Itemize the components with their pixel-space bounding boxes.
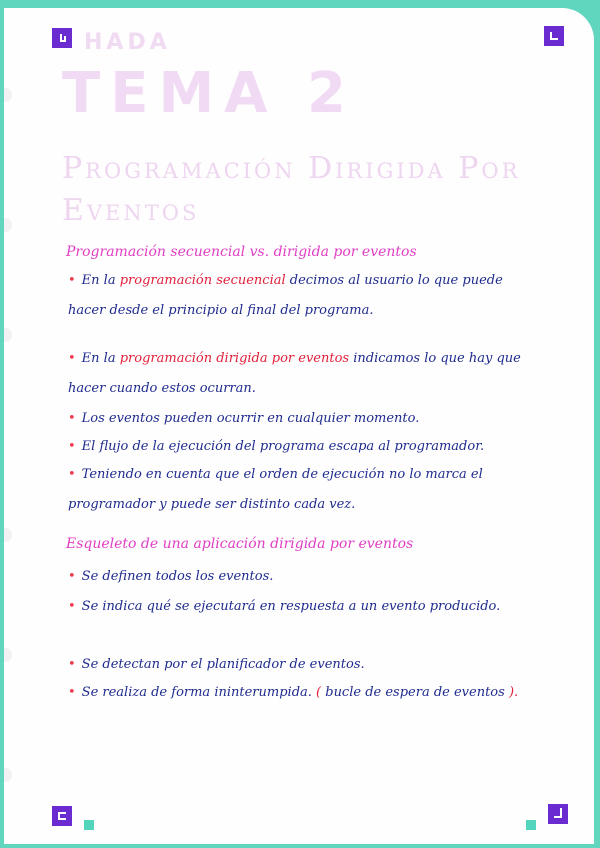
list-item: • En la programación dirigida por eventos indicamos lo que hay que hacer cuando estos ocurran.	[68, 351, 521, 396]
corner-marker-top-right-icon	[544, 26, 564, 46]
bullet-icon: •	[68, 439, 76, 454]
bullet-icon: •	[68, 273, 76, 288]
corner-marker-bottom-right-icon	[548, 804, 568, 824]
topic-title: Programación Dirigida Por Eventos	[62, 151, 521, 228]
punch-hole	[4, 648, 12, 662]
list-item: • Se realiza de forma ininterumpida. ( bucle de espera de eventos ).	[68, 685, 519, 700]
corner-square-right	[526, 820, 536, 830]
list-item: • Se detectan por el planificador de eventos.	[68, 657, 365, 672]
punch-hole	[4, 88, 12, 102]
list-item: • Se definen todos los eventos.	[68, 569, 274, 584]
punch-hole	[4, 528, 12, 542]
highlight-text: programación secuencial	[119, 273, 286, 288]
notebook-page	[4, 8, 594, 844]
bullet-icon: •	[68, 411, 76, 426]
paren-close: ).	[508, 685, 519, 700]
corner-marker-bottom-left-icon	[52, 806, 72, 826]
corner-marker-top-left-icon	[52, 28, 72, 48]
list-item: • Los eventos pueden ocurrir en cualquier momento.	[68, 411, 420, 426]
list-item: • En la programación secuencial decimos al usuario lo que puede hacer desde el principio al final del programa.	[68, 273, 503, 318]
page-title: TEMA 2	[62, 61, 356, 126]
list-item: • Se indica qué se ejecutará en respuesta a un evento producido.	[68, 599, 501, 614]
subject-label: HADA	[84, 30, 171, 55]
bullet-icon: •	[68, 685, 76, 700]
bullet-icon: •	[68, 569, 76, 584]
list-item: • Teniendo en cuenta que el orden de ejecución no lo marca el programador y puede ser distinto cada vez.	[68, 467, 483, 512]
punch-hole	[4, 768, 12, 782]
section-heading-1: Programación secuencial vs. dirigida por eventos	[66, 244, 417, 260]
section-heading-2: Esqueleto de una aplicación dirigida por eventos	[66, 536, 414, 552]
bullet-icon: •	[68, 599, 76, 614]
highlight-text: programación dirigida por eventos	[119, 351, 350, 366]
bullet-icon: •	[68, 657, 76, 672]
punch-hole	[4, 328, 12, 342]
punch-hole	[4, 218, 12, 232]
list-item: • El flujo de la ejecución del programa escapa al programador.	[68, 439, 485, 454]
paren-open: (	[316, 685, 322, 700]
bullet-icon: •	[68, 467, 76, 482]
corner-square-left	[84, 820, 94, 830]
bullet-icon: •	[68, 351, 76, 366]
